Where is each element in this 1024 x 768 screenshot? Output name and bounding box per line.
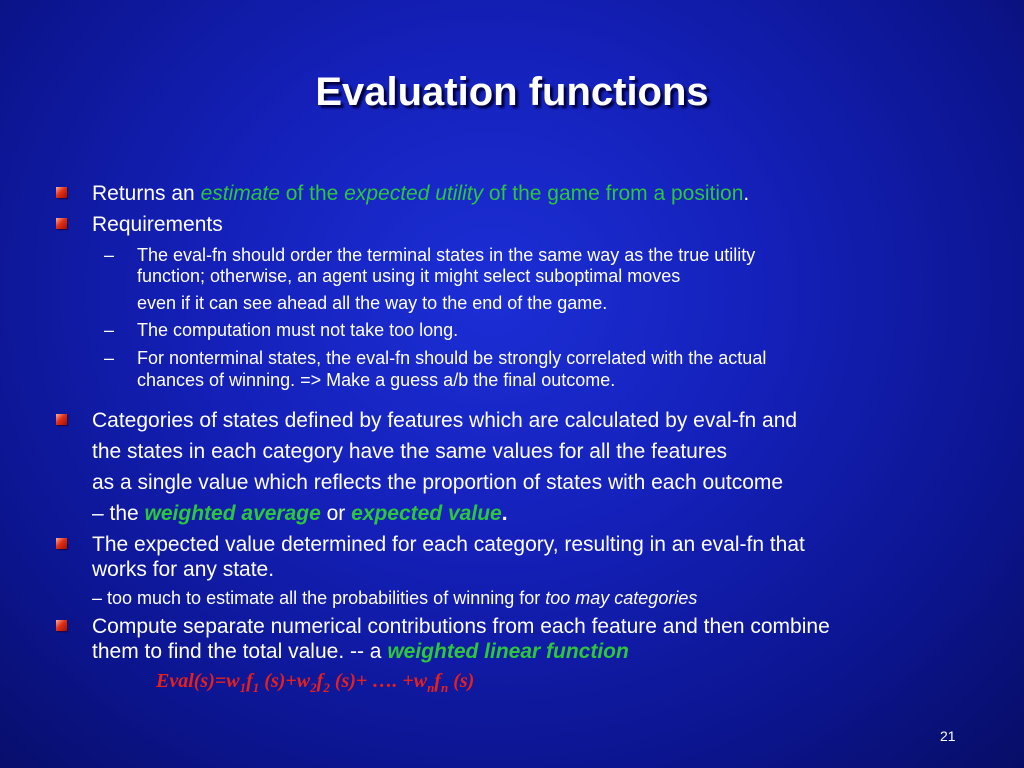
bullet4-too-much: – too much to estimate all the probabilities of winning for xyxy=(92,588,546,608)
formula-part: f xyxy=(434,670,441,692)
bullet3-line2: the states in each category have the same values for all the features xyxy=(92,440,728,463)
bullet-square-icon xyxy=(56,414,67,425)
bullet1-estimate: estimate xyxy=(200,182,280,205)
dash-marker: – xyxy=(104,320,115,340)
bullet4-line1: The expected value determined for each category, resulting in an eval-fn that xyxy=(92,533,805,556)
formula-sub: 1 xyxy=(239,680,247,695)
bullet1-expected-utility: expected utility xyxy=(344,182,484,205)
bullet1-text: Returns an xyxy=(92,182,201,205)
bullet1-period: . xyxy=(743,182,750,205)
bullet-square-icon xyxy=(56,187,67,198)
formula-sub: n xyxy=(427,680,435,695)
bullet3-or: or xyxy=(320,502,352,525)
bullet3-line1: Categories of states defined by features which are calculated by eval-fn and xyxy=(92,409,798,432)
bullet3-weighted-average: weighted average xyxy=(144,502,321,525)
bullet1-of-game: of the game from a position xyxy=(483,182,744,205)
formula-part: (s)+w xyxy=(259,670,311,692)
page-number: 21 xyxy=(940,728,956,744)
sub1-line3: even if it can see ahead all the way to the end of the game. xyxy=(137,293,608,313)
bullet3-the: – the xyxy=(92,502,145,525)
formula-part: Eval(s)=w xyxy=(156,670,240,692)
sub1-line1: The eval-fn should order the terminal states in the same way as the true utility xyxy=(137,245,756,265)
sub1-line2: function; otherwise, an agent using it might select suboptimal moves xyxy=(137,266,681,286)
formula-part: (s)+ …. +w xyxy=(329,670,428,692)
dash-marker: – xyxy=(104,348,115,368)
sub3-line2: chances of winning. => Make a guess a/b the final outcome. xyxy=(137,370,616,390)
bullet5-line2 xyxy=(92,639,629,665)
sub2-line1: The computation must not take too long. xyxy=(137,320,459,340)
bullet3-line3: as a single value which reflects the proportion of states with each outcome xyxy=(92,471,784,494)
bullet-square-icon xyxy=(56,218,67,229)
bullet3-period: . xyxy=(501,502,508,525)
bullet3-line4 xyxy=(92,501,508,527)
bullet1-of-the: of the xyxy=(279,182,345,205)
bullet-requirements: Requirements xyxy=(92,213,223,236)
bullet4-too-may-categories: too may categories xyxy=(545,588,698,608)
bullet5-weighted-linear-function: weighted linear function xyxy=(387,640,629,663)
sub3-line1: For nonterminal states, the eval-fn should be strongly correlated with the actual xyxy=(137,348,767,368)
formula-part: f xyxy=(316,670,324,692)
eval-formula xyxy=(156,670,474,696)
bullet5-line1: Compute separate numerical contributions from each feature and then combine xyxy=(92,615,830,638)
bullet4-line2: works for any state. xyxy=(92,558,275,581)
dash-marker: – xyxy=(104,245,115,265)
formula-sub: n xyxy=(440,680,449,695)
formula-sub: 1 xyxy=(252,680,260,695)
formula-sub: 2 xyxy=(310,680,317,695)
slide-title: Evaluation functions xyxy=(315,70,709,114)
bullet5-total-value: them to find the total value. -- a xyxy=(92,640,388,663)
formula-sub: 2 xyxy=(323,680,330,695)
formula-part: f xyxy=(246,670,253,692)
bullet-square-icon xyxy=(56,620,67,631)
bullet-square-icon xyxy=(56,538,67,549)
bullet3-expected-value: expected value xyxy=(351,502,502,525)
formula-part: (s) xyxy=(448,670,475,692)
bullet-returns-estimate xyxy=(92,181,749,207)
bullet4-line3 xyxy=(92,587,697,609)
